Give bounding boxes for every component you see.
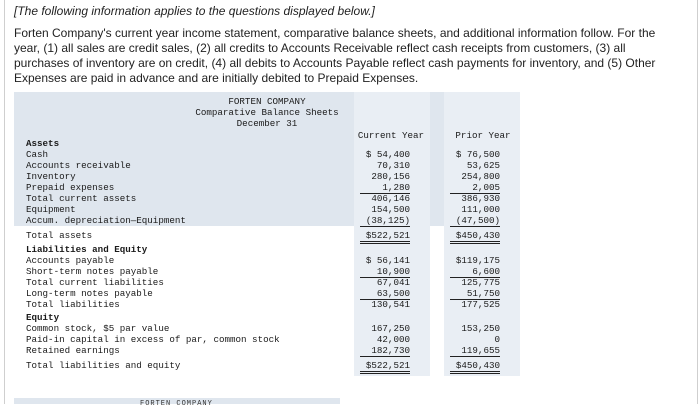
prior-year-value: $450,430	[450, 360, 500, 374]
current-year-value: 70,310	[376, 160, 410, 171]
row-label: Total assets	[26, 230, 93, 241]
table-row	[14, 334, 520, 345]
table-row	[14, 255, 520, 266]
table-row	[14, 215, 520, 226]
table-row	[14, 193, 520, 204]
row-label: Total liabilities and equity	[26, 360, 181, 371]
prior-year-value: $ 76,500	[455, 149, 500, 160]
balance-sheet-table	[14, 92, 520, 376]
column-header-current-year: Current Year	[357, 130, 425, 141]
statement-date: December 31	[236, 118, 298, 129]
current-year-value: 406,146	[371, 193, 410, 204]
table-row	[14, 244, 520, 255]
current-year-value: 67,041	[376, 277, 410, 288]
prior-year-value: 153,250	[461, 323, 500, 334]
table-row	[14, 160, 520, 171]
current-year-value: 1,280	[360, 182, 410, 194]
prior-year-value: (47,500)	[450, 215, 500, 227]
table-row	[14, 204, 520, 215]
intro-paragraph: Forten Company's current year income statement, comparative balance sheets, and additional information follow. For the year, (1) all sales are credit sales, (2) all credits to Accounts Receivable reflect cash receipts from customers, (3) all purchases of inventory are on credit, (4) all debits to Accounts Payable reflect cash payments for inventory, and (5) Other Expenses are paid in advance and are initially debited to Prepaid Expenses.	[14, 26, 656, 85]
current-year-value: 154,500	[371, 204, 410, 215]
current-year-value: 10,900	[360, 266, 410, 278]
current-year-value: $522,521	[360, 360, 410, 374]
table-row	[14, 288, 520, 299]
current-year-value: 42,000	[376, 334, 410, 345]
current-year-value: $522,521	[360, 230, 410, 244]
prior-year-value: 386,930	[461, 193, 500, 204]
row-label: Paid-in capital in excess of par, common stock	[26, 334, 280, 345]
statement-name: Comparative Balance Sheets	[195, 107, 339, 118]
table-row	[14, 299, 520, 310]
row-label: Total current liabilities	[26, 277, 164, 288]
prior-year-value: 0	[494, 334, 500, 345]
prior-year-value: 177,525	[461, 299, 500, 310]
current-year-value: $ 54,400	[365, 149, 410, 160]
current-year-value: (38,125)	[360, 215, 410, 227]
row-label: Accum. depreciation—Equipment	[26, 215, 186, 226]
table-row	[14, 138, 520, 149]
prior-year-value: 111,000	[461, 204, 500, 215]
current-year-value: 63,500	[360, 288, 410, 300]
prior-year-value: $450,430	[450, 230, 500, 244]
row-label: Prepaid expenses	[26, 182, 115, 193]
row-label: Short-term notes payable	[26, 266, 159, 277]
row-label: Retained earnings	[26, 345, 120, 356]
prior-year-value: 125,775	[461, 277, 500, 288]
row-label: Accounts receivable	[26, 160, 131, 171]
row-label: Total liabilities	[26, 299, 120, 310]
table-title	[14, 96, 520, 129]
column-header-prior-year: Prior Year	[455, 130, 511, 141]
row-label: Common stock, $5 par value	[26, 323, 170, 334]
prior-year-value: 53,625	[466, 160, 500, 171]
current-year-value: 182,730	[360, 345, 410, 357]
row-label: Equipment	[26, 204, 76, 215]
table-row	[14, 230, 520, 241]
row-label: Assets	[26, 138, 60, 149]
row-label: Cash	[26, 149, 49, 160]
table-row	[14, 345, 520, 356]
row-label: Liabilities and Equity	[26, 244, 148, 255]
current-year-value: 167,250	[371, 323, 410, 334]
current-year-value: $ 56,141	[365, 255, 410, 266]
table-row	[14, 277, 520, 288]
prior-year-value: 119,655	[450, 345, 500, 357]
table-row	[14, 312, 520, 323]
table-row	[14, 323, 520, 334]
prior-year-value: 6,600	[450, 266, 500, 278]
row-label: Inventory	[26, 171, 76, 182]
prior-year-value: 51,750	[450, 288, 500, 300]
row-label: Long-term notes payable	[26, 288, 153, 299]
row-label: Equity	[26, 312, 60, 323]
table-row	[14, 360, 520, 371]
next-table-heading: FORTEN COMPANY	[140, 400, 213, 408]
prior-year-value: 2,005	[450, 182, 500, 194]
context-note: [The following information applies to the questions displayed below.]	[14, 4, 375, 18]
current-year-value: 130,541	[371, 299, 410, 310]
table-row	[14, 171, 520, 182]
current-year-value: 280,156	[371, 171, 410, 182]
prior-year-value: $119,175	[455, 255, 500, 266]
row-label: Total current assets	[26, 193, 137, 204]
company-name: FORTEN COMPANY	[228, 96, 306, 107]
row-label: Accounts payable	[26, 255, 115, 266]
table-row	[14, 182, 520, 193]
table-row	[14, 266, 520, 277]
prior-year-value: 254,800	[461, 171, 500, 182]
table-row	[14, 149, 520, 160]
